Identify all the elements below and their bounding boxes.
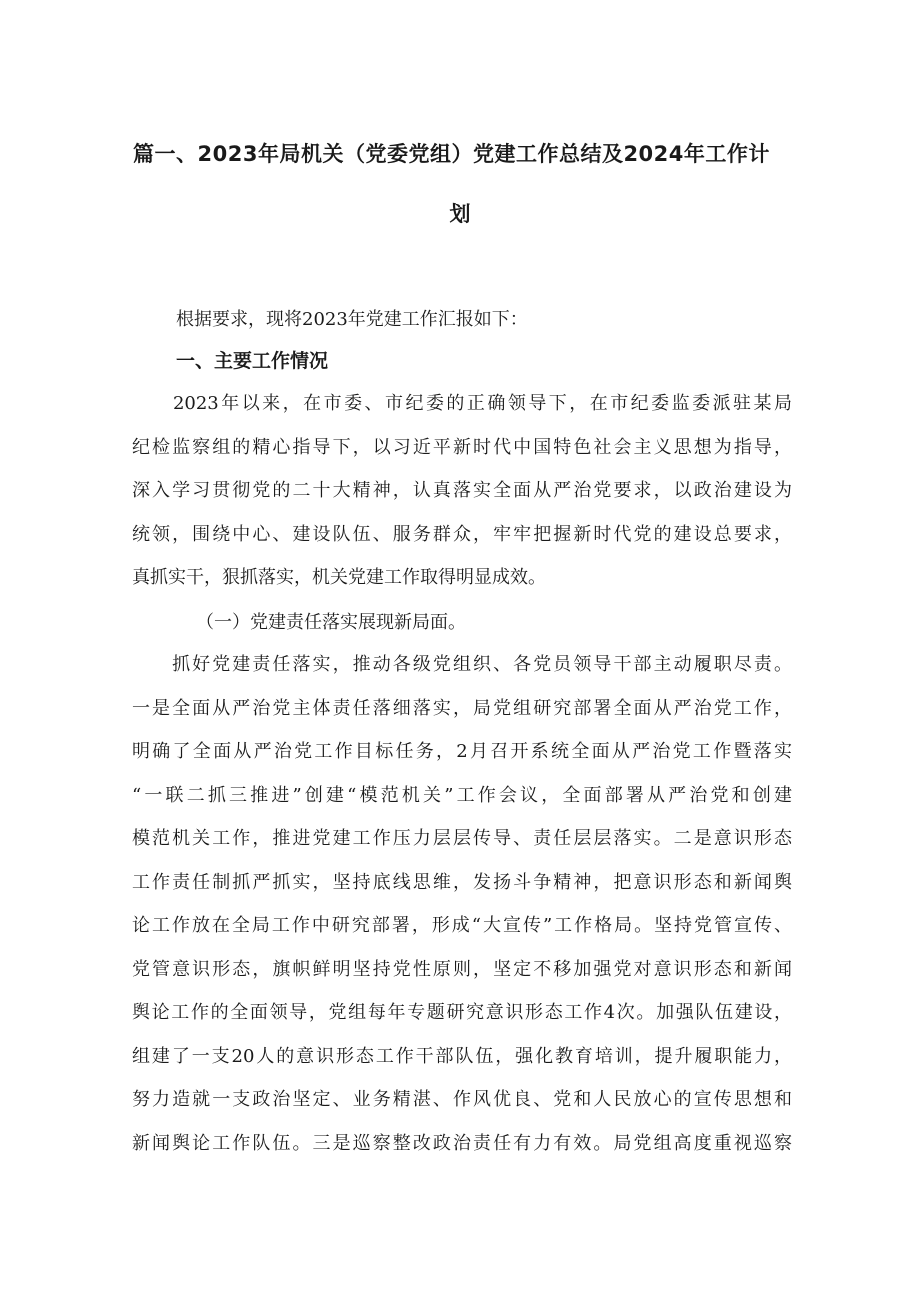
paragraph-line: 深入学习贯彻党的二十大精神，认真落实全面从严治党要求，以政治建设为	[132, 480, 792, 501]
intro-sentence: 根据要求，现将2023年党建工作汇报如下：	[176, 309, 528, 330]
paragraph-line: 一是全面从严治党主体责任落细落实，局党组研究部署全面从严治党工作，	[132, 697, 792, 719]
paragraph-line: 党管意识形态，旗帜鲜明坚持党性原则，坚定不移加强党对意识形态和新闻	[132, 958, 792, 980]
subsection-heading-responsibility: （一）党建责任落实展现新局面。	[196, 612, 466, 633]
section-paragraph-overview	[132, 382, 792, 600]
subsection-paragraph-responsibility	[132, 643, 792, 1165]
paragraph-line: 论工作放在全局工作中研究部署，形成“大宣传”工作格局。坚持党管宣传、	[132, 915, 792, 936]
paragraph-line: 努力造就一支政治坚定、业务精湛、作风优良、党和人民放心的宣传思想和	[132, 1089, 792, 1110]
paragraph-line: 工作责任制抓严抓实，坚持底线思维，发扬斗争精神，把意识形态和新闻舆	[132, 871, 792, 893]
paragraph-line: 明确了全面从严治党工作目标任务，2月召开系统全面从严治党工作暨落实	[132, 741, 792, 762]
paragraph-line: 真抓实干，狠抓落实，机关党建工作取得明显成效。	[132, 567, 546, 588]
paragraph-line: 舆论工作的全面领导，党组每年专题研究意识形态工作4次。加强队伍建设，	[132, 1002, 792, 1023]
paragraph-line: 组建了一支20人的意识形态工作干部队伍，强化教育培训，提升履职能力，	[132, 1045, 792, 1067]
paragraph-line: 抓好党建责任落实，推动各级党组织、各党员领导干部主动履职尽责。	[132, 654, 792, 675]
paragraph-line: 统领，围绕中心、建设队伍、服务群众，牢牢把握新时代党的建设总要求，	[132, 523, 792, 545]
document-title-line-2: 划	[449, 202, 471, 226]
paragraph-line: 2023年以来，在市委、市纪委的正确领导下，在市纪委监委派驻某局	[132, 393, 792, 414]
paragraph-line: “一联二抓三推进”创建“模范机关”工作会议，全面部署从严治党和创建	[132, 784, 792, 806]
paragraph-line: 纪检监察组的精心指导下，以习近平新时代中国特色社会主义思想为指导，	[132, 436, 792, 458]
section-heading-main-work: 一、主要工作情况	[176, 350, 329, 372]
paragraph-line: 新闻舆论工作队伍。三是巡察整改政治责任有力有效。局党组高度重视巡察	[132, 1132, 792, 1154]
document-title-line-1: 篇一、2023年局机关（党委党组）党建工作总结及2024年工作计	[133, 142, 770, 166]
paragraph-line: 模范机关工作，推进党建工作压力层层传导、责任层层落实。二是意识形态	[132, 828, 792, 849]
